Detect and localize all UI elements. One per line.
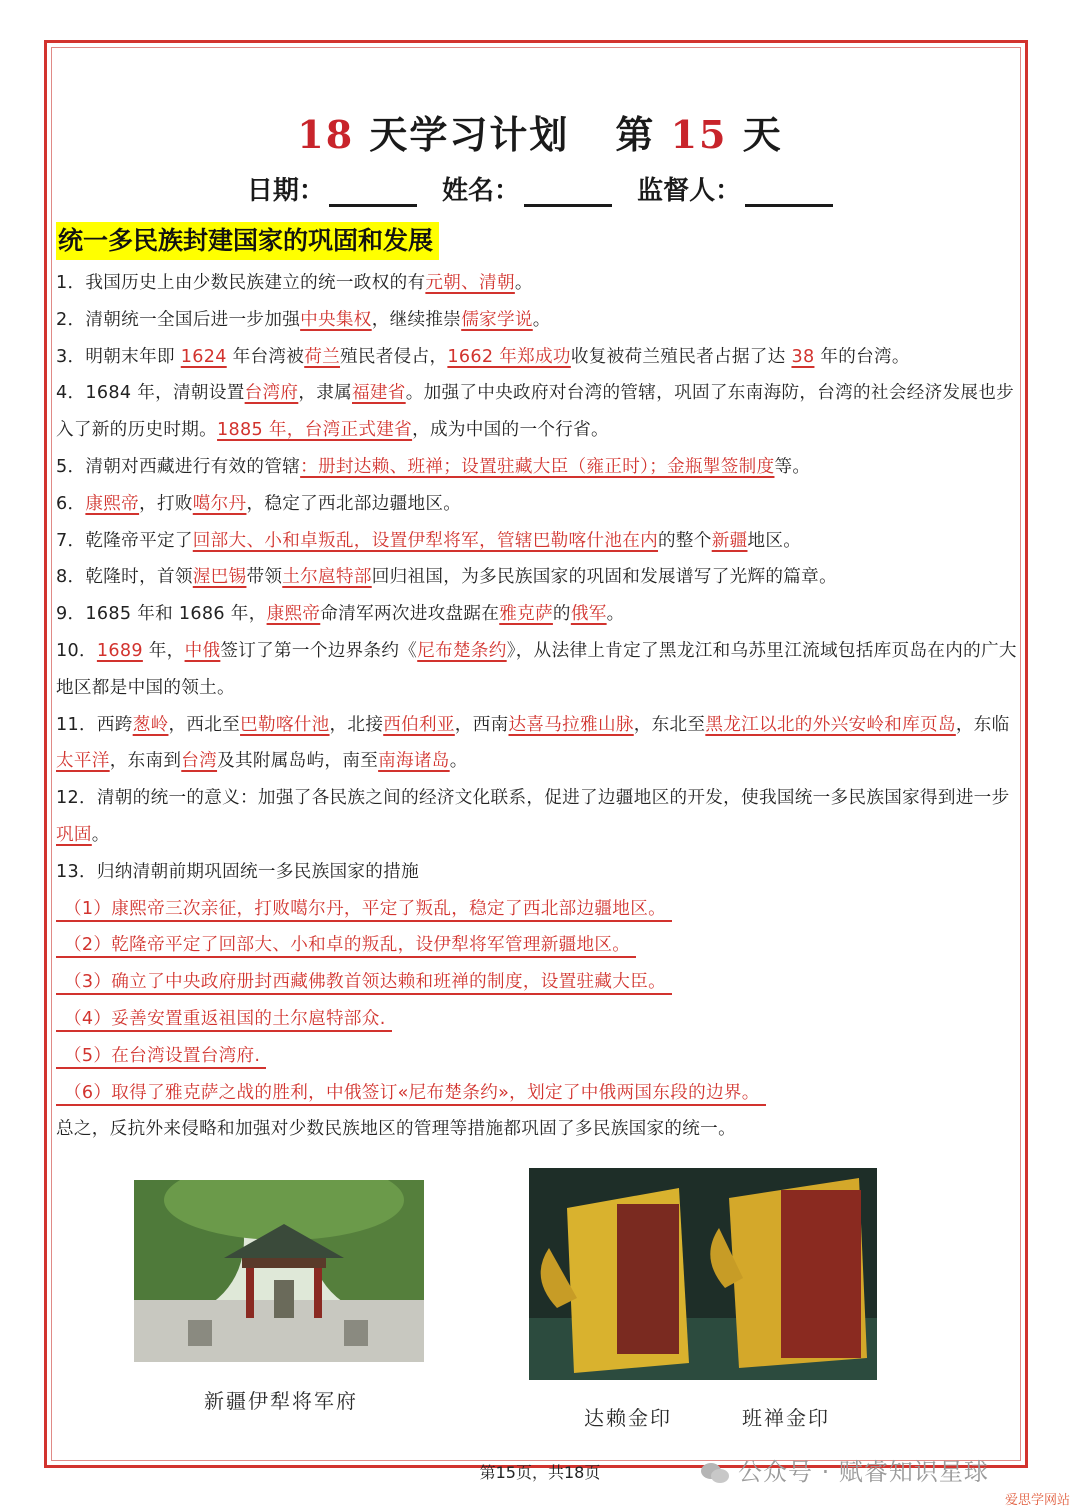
measure-list	[56, 891, 1018, 1112]
answer-text: 渥巴锡	[192, 567, 247, 588]
answer-text: 土尔扈特部	[282, 567, 372, 588]
question-text: 。	[606, 604, 625, 625]
question-text: 12．清朝的统一的意义：加强了各民族之间的经济文化联系，促进了边疆地区的开发，使我国统一多民族国家得到进一步	[56, 788, 1010, 809]
question-text: 殖民者侵占，	[340, 346, 448, 367]
pavilion-illustration	[134, 1180, 424, 1362]
answer-text: 康熙帝	[85, 493, 140, 514]
caption-general-mansion: 新疆伊犁将军府	[204, 1389, 358, 1413]
title-day-prefix: 第	[615, 112, 671, 157]
answer-text: 巩固	[56, 824, 92, 845]
answer-text: 雅克萨	[499, 604, 553, 625]
measure-text: （5）在台湾设置台湾府.	[56, 1046, 266, 1069]
question-item	[56, 523, 1018, 560]
measure-text: （1）康熙帝三次亲征，打败噶尔丹，平定了叛乱，稳定了西北部边疆地区。	[56, 899, 672, 922]
question-item	[56, 596, 1018, 633]
answer-text: 南海诸岛	[378, 751, 450, 772]
question-text: 10．	[56, 640, 97, 661]
question-text: 回归祖国，为多民族国家的巩固和发展谱写了光辉的篇章。	[371, 567, 837, 588]
question-text: 及其附属岛屿，南至	[217, 751, 379, 772]
question-text: ，西北至	[168, 714, 241, 735]
question-text: ，打败	[139, 493, 193, 514]
question-text: ，北接	[329, 714, 384, 735]
answer-text: 西伯利亚	[383, 714, 455, 735]
question-text: 4．1684 年，清朝设置	[56, 383, 245, 404]
measure-item	[56, 1075, 1018, 1112]
question-text: 6．	[56, 493, 86, 514]
golden-seals-illustration	[529, 1168, 877, 1380]
question-text: 。	[449, 751, 468, 772]
question-text: ，东北至	[633, 714, 706, 735]
question-text: 2．清朝统一全国后进一步加强	[56, 309, 301, 330]
question-text: 。	[514, 273, 533, 293]
question-text: 。加强了中央政府对台湾的管辖，巩固了东南海防，台湾的社会经济发展也步入了新的历史时期。	[56, 383, 1015, 441]
watermark	[700, 1452, 989, 1487]
question-item	[56, 854, 1018, 891]
answer-text: 达喜马拉雅山脉	[508, 714, 634, 735]
question-text: ，隶属	[298, 383, 352, 404]
date-field	[247, 170, 417, 207]
question-text: ，稳定了西北部边疆地区。	[246, 493, 462, 514]
answer-text: 噶尔丹	[192, 493, 247, 514]
name-label: 姓名：	[441, 176, 520, 206]
answer-text: 福建省	[352, 383, 406, 404]
question-text: 的整个	[658, 530, 712, 551]
title-day-number: 15	[670, 112, 728, 157]
question-item	[56, 339, 1018, 376]
answer-text: 回部大、小和卓叛乱，设置伊犁将军，管辖巴勒喀什池在内	[192, 530, 659, 551]
summary-text: 总之，反抗外来侵略和加强对少数民族地区的管理等措施都巩固了多民族国家的统一。	[56, 1119, 736, 1140]
watermark-text: 公众号 · 赋睿知识星球	[738, 1458, 989, 1486]
date-label: 日期：	[246, 176, 325, 206]
question-text: 3．明朝末年即	[56, 346, 181, 367]
section-heading: 统一多民族封建国家的巩固和发展	[56, 222, 439, 260]
question-text: 。	[91, 824, 110, 845]
answer-text: 元朝、清朝	[425, 273, 515, 293]
supervisor-label: 监督人：	[637, 176, 742, 206]
title-day-suffix: 天	[727, 112, 783, 157]
measure-item	[56, 891, 1018, 928]
general-mansion-photo	[134, 1180, 424, 1362]
question-text: ，东南到	[109, 751, 182, 772]
question-text: 7．乾隆帝平定了	[56, 530, 193, 551]
question-text: 5．清朝对西藏进行有效的管辖	[56, 456, 301, 477]
answer-text: 1885 年，台湾正式建省	[217, 420, 413, 441]
question-text: 11．西跨	[56, 714, 133, 735]
answer-text: 太平洋	[56, 751, 110, 772]
page-title	[0, 104, 1080, 159]
measure-item	[56, 927, 1018, 964]
meta-line	[0, 170, 1080, 207]
question-text: 1．我国历史上由少数民族建立的统一政权的有	[56, 273, 426, 293]
question-item	[56, 486, 1018, 523]
question-text: 13．归纳清朝前期巩固统一多民族国家的措施	[56, 861, 419, 882]
question-text: 》，从法律上肯定了黑龙江和乌苏里江流域包括库页岛在内的广大地区都是中国的领土。	[56, 640, 1017, 698]
answer-text: 新疆	[711, 530, 748, 551]
question-text: 地区。	[747, 530, 802, 551]
answer-text: 中央集权	[300, 309, 372, 330]
question-item	[56, 302, 1018, 339]
title-text: 天学习计划	[354, 112, 570, 157]
question-list	[56, 265, 1018, 1148]
answer-text: 38	[791, 346, 815, 367]
answer-text: 1624	[180, 346, 227, 367]
measure-text: （2）乾隆帝平定了回部大、小和卓的叛乱，设伊犁将军管理新疆地区。	[56, 935, 636, 958]
answer-text: 俄军	[570, 604, 607, 625]
question-item	[56, 449, 1018, 486]
item-list	[56, 265, 1018, 891]
answer-text: 台湾府	[244, 383, 299, 404]
answer-text: 康熙帝	[266, 604, 321, 625]
site-mark: 爱思学网站	[1004, 1493, 1070, 1508]
question-text: 年，	[142, 640, 185, 661]
question-text: 签订了第一个边界条约《	[220, 640, 418, 661]
answer-text: 黑龙江以北的外兴安岭和库页岛	[705, 714, 956, 735]
page-number: 第15页，共18页	[479, 1463, 601, 1482]
measure-item	[56, 1038, 1018, 1075]
question-text: ，成为中国的一个行省。	[412, 420, 609, 441]
answer-text: 1689	[96, 640, 143, 661]
question-item	[56, 707, 1018, 781]
supervisor-blank[interactable]	[745, 180, 833, 207]
measure-item	[56, 1001, 1018, 1038]
question-text: 等。	[774, 456, 811, 477]
caption-dalai-seal: 达赖金印	[584, 1406, 672, 1430]
date-blank[interactable]	[329, 180, 417, 207]
question-item	[56, 780, 1018, 854]
measure-text: （4）妥善安置重返祖国的土尔扈特部众.	[56, 1009, 392, 1032]
answer-text: ：册封达赖、班禅；设置驻藏大臣（雍正时）；金瓶掣签制度	[300, 456, 775, 477]
question-text: 。	[532, 309, 551, 330]
name-blank[interactable]	[524, 180, 612, 207]
answer-text: 荷兰	[304, 346, 340, 367]
answer-text: 台湾	[181, 751, 218, 772]
question-item	[56, 559, 1018, 596]
answer-text: 中俄	[184, 640, 221, 661]
question-item	[56, 375, 1018, 449]
question-item	[56, 265, 1018, 302]
golden-seals-photo	[529, 1168, 877, 1380]
answer-text: 1662 年郑成功	[447, 346, 571, 367]
measure-item	[56, 964, 1018, 1001]
wechat-icon	[700, 1461, 730, 1485]
supervisor-field	[637, 170, 833, 207]
measure-text: （6）取得了雅克萨之战的胜利，中俄签订«尼布楚条约»，划定了中俄两国东段的边界。	[56, 1083, 766, 1106]
answer-text: 葱岭	[132, 714, 169, 735]
question-text: 8．乾隆时，首领	[56, 567, 193, 588]
question-text: 年台湾被	[226, 346, 305, 367]
question-text: 年的台湾。	[814, 346, 910, 367]
question-text: 带领	[246, 567, 283, 588]
question-text: ，西南	[454, 714, 509, 735]
name-field	[442, 170, 612, 207]
measure-text: （3）确立了中央政府册封西藏佛教首领达赖和班禅的制度，设置驻藏大臣。	[56, 972, 672, 995]
question-text: 命清军两次进攻盘踞在	[320, 604, 500, 625]
question-text: ，东临	[955, 714, 1010, 735]
caption-panchen-seal: 班禅金印	[742, 1406, 830, 1430]
answer-text: 尼布楚条约	[417, 640, 507, 661]
question-item	[56, 633, 1018, 707]
question-text: ，继续推崇	[371, 309, 462, 330]
answer-text: 儒家学说	[461, 309, 533, 330]
answer-text: 巴勒喀什池	[240, 714, 330, 735]
question-text: 的	[552, 604, 571, 625]
question-text: 9．1685 年和 1686 年，	[56, 604, 267, 625]
question-text: 收复被荷兰殖民者占据了达	[570, 346, 792, 367]
title-prefix-number: 18	[297, 112, 355, 157]
